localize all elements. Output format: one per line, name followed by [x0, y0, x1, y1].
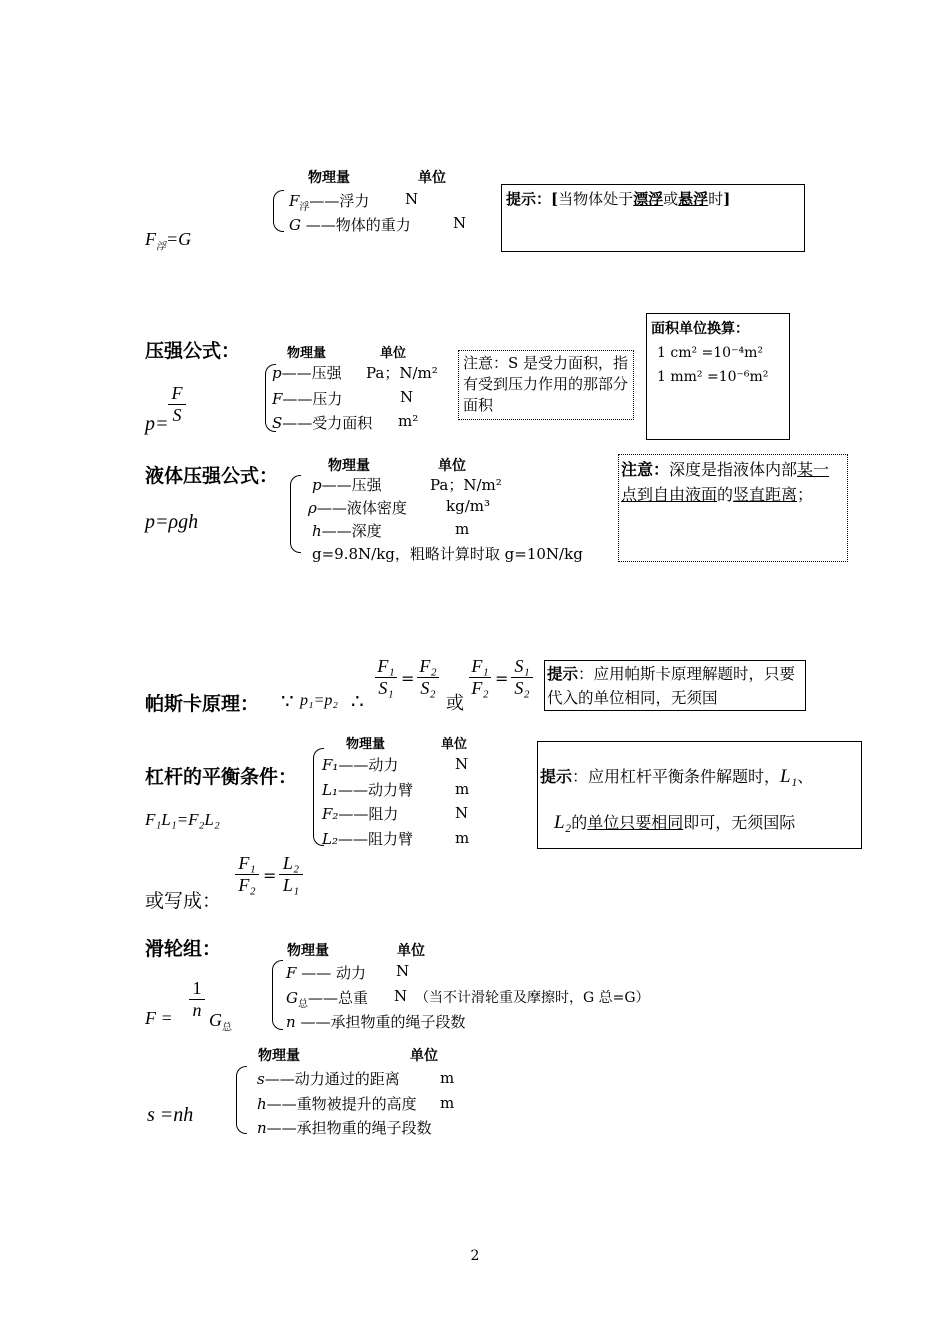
area-unit-title: 面积单位换算：	[651, 321, 749, 337]
pressure-row-3: S——受力面积	[272, 414, 373, 432]
lever-header-unit: 单位	[441, 737, 468, 752]
pulley-row-2: $G_总——$总重	[286, 989, 368, 1010]
liquid-title: 液体压强公式：	[145, 465, 279, 487]
lever-alt-label: 或写成：	[145, 890, 222, 912]
pulley-brace	[272, 960, 283, 1030]
liquid-row-2: ρ——液体密度	[308, 499, 407, 517]
liquid-g-line: g=9.8N/kg，粗略计算时取 g=10N/kg	[312, 545, 583, 563]
distance-row-3: n——承担物重的绳子段数	[257, 1119, 432, 1137]
pascal-frac-s1: S₁	[378, 678, 394, 698]
pascal-frac-s1-s2	[511, 656, 533, 699]
buoyancy-row-2-unit: N	[453, 214, 467, 232]
liquid-note-box: 注意：深度是指液体内部某一点到自由液面的竖直距离；	[618, 454, 848, 562]
pascal-frac-f2: F₂	[419, 656, 437, 676]
buoyancy-row-1-unit: N	[405, 190, 419, 208]
pascal-frac-f2-s2	[417, 656, 439, 699]
liquid-row-1-unit: Pa；N/m²	[430, 476, 502, 494]
pascal-frac-f2b: F₂	[471, 678, 489, 698]
pulley-fraction-den: n	[192, 1000, 202, 1020]
pulley-row-2-unit: N	[394, 987, 408, 1005]
pascal-frac-f1-f2	[469, 656, 491, 699]
liquid-brace	[290, 475, 301, 553]
pulley-fraction-num: 1	[192, 978, 202, 998]
buoyancy-row-1: $F_浮——$浮力	[289, 192, 370, 213]
lever-row-3: F₂——阻力	[322, 805, 399, 823]
pulley-row-3: n ——承担物重的绳子段数	[286, 1013, 466, 1031]
area-unit-box	[646, 313, 790, 440]
distance-brace	[236, 1066, 247, 1134]
buoyancy-brace	[273, 190, 284, 232]
lever-frac-l1: L₁	[282, 875, 300, 895]
distance-row-1: s——动力通过的距离	[257, 1070, 400, 1088]
liquid-header-qty: 物理量	[328, 458, 370, 474]
liquid-row-1: p——压强	[312, 476, 382, 494]
area-unit-line-2: 1 mm² =10⁻⁶m²	[657, 369, 769, 385]
lever-formula: F₁L₁=F₂L₂	[145, 810, 220, 829]
pascal-title: 帕斯卡原理：	[145, 693, 260, 715]
lever-header-qty: 物理量	[346, 737, 386, 752]
buoyancy-header-unit: 单位	[418, 170, 446, 186]
pressure-row-3-unit: m²	[398, 412, 419, 430]
pulley-formula-g: $G_总$	[209, 1010, 232, 1034]
pascal-because: ∵	[281, 689, 294, 713]
pulley-row-2-extra: （当不计滑轮重及摩擦时，G 总=G）	[415, 990, 650, 1006]
pascal-therefore: ∴	[351, 689, 364, 713]
pressure-fraction-den: S	[172, 405, 182, 425]
pressure-formula-lhs: p=	[145, 413, 169, 435]
pulley-row-1: F —— 动力	[286, 964, 366, 982]
pulley-formula-lhs: F =	[145, 1008, 173, 1028]
distance-row-1-unit: m	[440, 1069, 455, 1087]
pulley-fraction	[189, 978, 205, 1021]
lever-title: 杠杆的平衡条件：	[145, 766, 298, 788]
pulley-title: 滑轮组：	[145, 938, 222, 960]
liquid-row-3-unit: m	[455, 520, 470, 538]
pascal-frac-s1b: S₁	[514, 656, 530, 676]
lever-frac-l2: L₂	[282, 853, 300, 873]
pascal-frac-s2: S₂	[420, 678, 436, 698]
pulley-header-unit: 单位	[397, 943, 425, 959]
pressure-row-2-unit: N	[400, 388, 414, 406]
lever-frac-f1-f2	[235, 853, 259, 896]
liquid-row-3: h——深度	[312, 522, 382, 540]
buoyancy-header-qty: 物理量	[308, 170, 350, 186]
buoyancy-formula: $F_浮=G$	[145, 229, 192, 253]
pressure-row-2: F——压力	[272, 390, 343, 408]
lever-row-1: F₁——动力	[322, 756, 399, 774]
pressure-row-1-unit: Pa；N/m²	[366, 364, 438, 382]
pressure-title: 压强公式：	[145, 340, 241, 362]
distance-header-qty: 物理量	[258, 1048, 300, 1064]
liquid-header-unit: 单位	[438, 458, 466, 474]
distance-header-unit: 单位	[410, 1048, 438, 1064]
pascal-frac-s2b: S₂	[514, 678, 530, 698]
lever-row-4: L₂——阻力臂	[322, 830, 413, 848]
pascal-frac-f1-s1	[375, 656, 397, 699]
pressure-row-1: p——压强	[272, 364, 342, 382]
distance-formula: s =nh	[147, 1104, 194, 1126]
lever-row-3-unit: N	[455, 804, 469, 822]
lever-row-1-unit: N	[455, 755, 469, 773]
pascal-or: 或	[446, 693, 464, 714]
lever-row-2: L₁——动力臂	[322, 781, 413, 799]
pascal-frac-f1b: F₁	[471, 656, 489, 676]
pressure-fraction	[168, 383, 186, 426]
pulley-header-qty: 物理量	[287, 943, 329, 959]
pulley-row-1-unit: N	[396, 962, 410, 980]
page-number: 2	[470, 1248, 480, 1264]
buoyancy-tip-box: 提示：[当物体处于漂浮或悬浮时]	[501, 184, 805, 252]
distance-row-2: h——重物被提升的高度	[257, 1095, 417, 1113]
liquid-formula: p=ρgh	[145, 511, 199, 533]
lever-tip-box: 提示：应用杠杆平衡条件解题时，L₁、 L₂的单位只要相同即可，无须国际	[537, 741, 862, 849]
pascal-frac-f1: F₁	[377, 656, 395, 676]
area-unit-line-1: 1 cm² =10⁻⁴m²	[657, 345, 763, 361]
distance-row-2-unit: m	[440, 1094, 455, 1112]
lever-row-4-unit: m	[455, 829, 470, 847]
pascal-equal: p₁=p₂	[300, 692, 338, 709]
pressure-header-unit: 单位	[380, 346, 407, 361]
lever-frac-l2-l1	[279, 853, 303, 896]
lever-frac-f1: F₁	[238, 853, 256, 873]
lever-frac-f2: F₂	[238, 875, 256, 895]
pressure-header-qty: 物理量	[287, 346, 327, 361]
pressure-fraction-num: F	[171, 383, 183, 403]
pascal-tip-box: 提示：应用帕斯卡原理解题时，只要代入的单位相同，无须国	[544, 660, 806, 711]
pressure-note-box: 注意：S 是受力面积，指有受到压力作用的那部分面积	[458, 350, 634, 420]
buoyancy-row-2: G ——物体的重力	[289, 216, 411, 234]
lever-row-2-unit: m	[455, 780, 470, 798]
liquid-row-2-unit: kg/m³	[446, 497, 490, 515]
